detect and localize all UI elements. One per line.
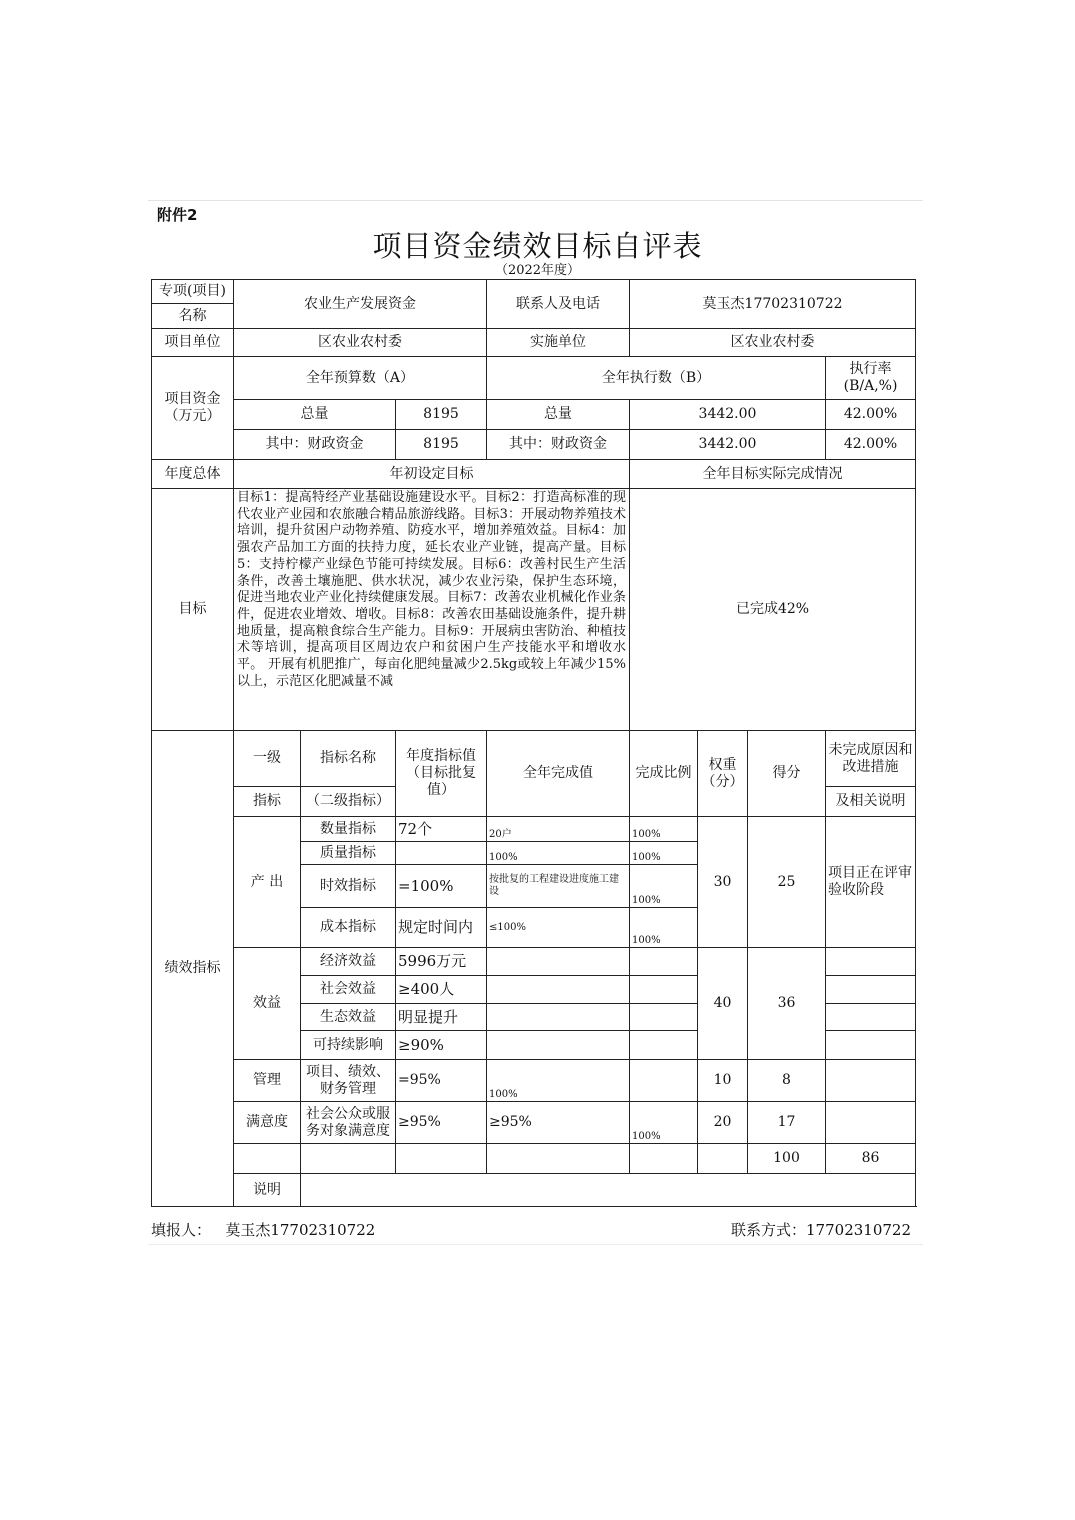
score-header: 得分 — [748, 731, 826, 817]
contact-label: 联系人及电话 — [487, 280, 630, 329]
goals-actual: 已完成42% — [630, 489, 916, 731]
indicator-target: 5996万元 — [396, 948, 487, 976]
exec-header: 全年执行数（B） — [487, 357, 826, 400]
benefit-weight: 40 — [698, 948, 748, 1060]
contact-info — [731, 1219, 911, 1240]
output-score: 25 — [748, 817, 826, 948]
indicator-target — [396, 842, 487, 865]
budget-header: 全年预算数（A） — [234, 357, 487, 400]
total-label: 总量 — [234, 400, 396, 430]
mgmt-label: 管理 — [234, 1060, 301, 1102]
name-header: 指标名称 — [301, 731, 396, 787]
evaluation-table — [151, 279, 916, 1207]
indicator-name: 成本指标 — [301, 908, 396, 948]
total-score: 86 — [826, 1144, 916, 1174]
reason-header: 未完成原因和改进措施 — [826, 731, 916, 787]
level1-header-2: 指标 — [234, 787, 301, 817]
project-name-label-2: 名称 — [152, 304, 234, 329]
contact-value: 莫玉杰17702310722 — [630, 280, 916, 329]
benefit-reason — [826, 976, 916, 1004]
project-unit-label: 项目单位 — [152, 329, 234, 357]
actual-header: 全年完成值 — [487, 731, 630, 817]
mgmt-ratio — [630, 1060, 698, 1102]
benefit-reason — [826, 1004, 916, 1031]
sat-weight: 20 — [698, 1102, 748, 1144]
sat-label: 满意度 — [234, 1102, 301, 1144]
indicator-ratio: 100% — [630, 842, 698, 865]
attachment-label: 附件2 — [157, 206, 198, 224]
total-row-cell — [234, 1144, 301, 1174]
sat-name: 社会公众或服务对象满意度 — [301, 1102, 396, 1144]
notes-text — [301, 1174, 916, 1207]
indicator-ratio — [630, 1004, 698, 1031]
rate-header: 执行率 (B/A,%) — [826, 357, 916, 400]
indicator-actual: 按批复的工程建设进度施工建设 — [487, 865, 630, 908]
mgmt-reason — [826, 1060, 916, 1102]
total-row-cell — [301, 1144, 396, 1174]
top-rule — [148, 200, 923, 201]
funds-label: 项目资金 （万元） — [152, 357, 234, 460]
benefit-score: 36 — [748, 948, 826, 1060]
indicator-name: 社会效益 — [301, 976, 396, 1004]
indicator-actual — [487, 1031, 630, 1060]
fiscal-rate: 42.00% — [826, 430, 916, 460]
actual-goals-header: 全年目标实际完成情况 — [630, 460, 916, 489]
fiscal-exec: 3442.00 — [630, 430, 826, 460]
indicator-target: 72个 — [396, 817, 487, 842]
output-reason: 项目正在评审验收阶段 — [826, 817, 916, 948]
benefit-reason — [826, 948, 916, 976]
indicator-name: 质量指标 — [301, 842, 396, 865]
ratio-header: 完成比例 — [630, 731, 698, 817]
indicator-name: 可持续影响 — [301, 1031, 396, 1060]
sat-reason — [826, 1102, 916, 1144]
indicators-label: 绩效指标 — [152, 731, 234, 1207]
fiscal-exec-label: 其中：财政资金 — [487, 430, 630, 460]
indicator-target: =100% — [396, 865, 487, 908]
indicator-ratio: 100% — [630, 865, 698, 908]
sat-actual: ≥95% — [487, 1102, 630, 1144]
indicator-ratio — [630, 948, 698, 976]
indicator-actual — [487, 948, 630, 976]
benefit-label: 效益 — [234, 948, 301, 1060]
page-title: 项目资金绩效目标自评表 — [372, 229, 703, 263]
filler-name: 莫玉杰17702310722 — [225, 1221, 376, 1239]
total-row-cell — [698, 1144, 748, 1174]
total-row-cell — [396, 1144, 487, 1174]
total-budget: 8195 — [396, 400, 487, 430]
indicator-actual: 20户 — [487, 817, 630, 842]
filler-label: 填报人： — [151, 1221, 212, 1239]
indicator-ratio — [630, 976, 698, 1004]
footer-contact-label: 联系方式： — [731, 1221, 807, 1239]
footer-contact: 17702310722 — [806, 1221, 911, 1239]
filler-info — [151, 1219, 375, 1240]
indicator-target: ≥400人 — [396, 976, 487, 1004]
indicator-name: 时效指标 — [301, 865, 396, 908]
total-weight: 100 — [748, 1144, 826, 1174]
output-weight: 30 — [698, 817, 748, 948]
target-header: 年度指标值（目标批复值） — [396, 731, 487, 817]
sat-target: ≥95% — [396, 1102, 487, 1144]
weight-header: 权重（分） — [698, 731, 748, 817]
indicator-ratio: 100% — [630, 908, 698, 948]
bottom-rule — [148, 1244, 923, 1245]
total-rate: 42.00% — [826, 400, 916, 430]
level1-header: 一级 — [234, 731, 301, 787]
set-goals-header: 年初设定目标 — [234, 460, 630, 489]
indicator-target: 规定时间内 — [396, 908, 487, 948]
fiscal-label: 其中：财政资金 — [234, 430, 396, 460]
total-exec-label: 总量 — [487, 400, 630, 430]
reason-header-2: 及相关说明 — [826, 787, 916, 817]
indicator-ratio — [630, 1031, 698, 1060]
indicator-actual — [487, 1004, 630, 1031]
mgmt-name: 项目、绩效、财务管理 — [301, 1060, 396, 1102]
indicator-actual — [487, 976, 630, 1004]
total-row-cell — [487, 1144, 630, 1174]
project-unit: 区农业农村委 — [234, 329, 487, 357]
fiscal-budget: 8195 — [396, 430, 487, 460]
total-row-cell — [630, 1144, 698, 1174]
goals-label: 目标 — [152, 489, 234, 731]
sat-ratio: 100% — [630, 1102, 698, 1144]
indicator-name: 经济效益 — [301, 948, 396, 976]
impl-unit: 区农业农村委 — [630, 329, 916, 357]
indicator-actual: ≤100% — [487, 908, 630, 948]
mgmt-weight: 10 — [698, 1060, 748, 1102]
project-name: 农业生产发展资金 — [234, 280, 487, 329]
notes-label: 说明 — [234, 1174, 301, 1207]
output-label: 产 出 — [234, 817, 301, 948]
overall-label: 年度总体 — [152, 460, 234, 489]
indicator-ratio: 100% — [630, 817, 698, 842]
mgmt-target: =95% — [396, 1060, 487, 1102]
sat-score: 17 — [748, 1102, 826, 1144]
benefit-reason — [826, 1031, 916, 1060]
mgmt-score: 8 — [748, 1060, 826, 1102]
indicator-name: 数量指标 — [301, 817, 396, 842]
goals-text: 目标1：提高特经产业基础设施建设水平。目标2：打造高标准的现代农业产业园和农旅融合精品旅游线路。目标3：开展动物养殖技术培训，提升贫困户动物养殖、防疫水平，增加养殖效益。目标4：加强农产品加工方面的扶持力度，延长农业产业链，提高产量。目标5：支持柠檬产业绿色节能可持续发展。目标6：改善村民生产生活条件，改善土壤施肥、供水状况，减少农业污染，保护生态环境，促进当地农业产业化持续健康发展。目标7：改善农业机械化作业条件，促进农业增效、增收。目标8：改善农田基础设施条件，提升耕地质量，提高粮食综合生产能力。目标9：开展病虫害防治、种植技术等培训，提高项目区周边农户和贫困户生产技能水平和增收水平。 开展有机肥推广，每亩化肥纯量减少2.5kg或较上年减少15%以上，示范区化肥减量不减 — [234, 489, 630, 731]
impl-unit-label: 实施单位 — [487, 329, 630, 357]
indicator-target: 明显提升 — [396, 1004, 487, 1031]
year-label: （2022年度） — [494, 263, 581, 278]
indicator-name: 生态效益 — [301, 1004, 396, 1031]
total-exec: 3442.00 — [630, 400, 826, 430]
project-name-label: 专项(项目) — [152, 280, 234, 304]
indicator-actual: 100% — [487, 842, 630, 865]
indicator-target: ≥90% — [396, 1031, 487, 1060]
mgmt-actual: 100% — [487, 1060, 630, 1102]
name-header-2: （二级指标） — [301, 787, 396, 817]
